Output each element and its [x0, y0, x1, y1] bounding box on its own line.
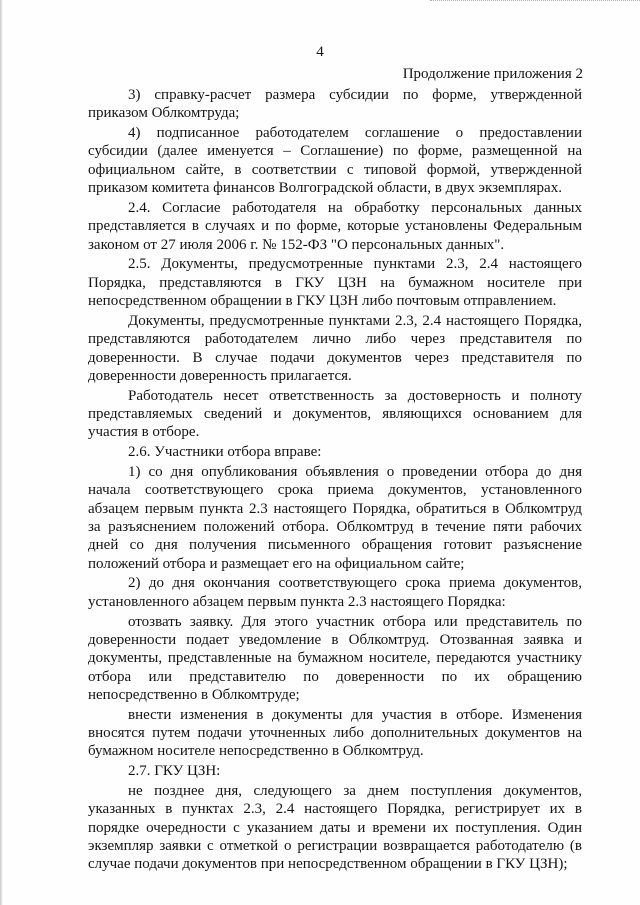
paragraph-withdraw-application: отозвать заявку. Для этого участник отбора или представитель по доверенности подает уведомление в Облкомтруд. Отозванная заявка и документы, представленные на бумажном носителе, передаются участнику отбора или представителю по доверенности по их обращению непосредственно в Облкомтруде;: [88, 613, 582, 703]
paragraph-2-6-item-1: 1) со дня опубликования объявления о проведении отбора до дня начала соответствующего срока приема документов, установленного абзацем первым пункта 2.3 настоящего Порядка, обратиться в Облкомтруд за разъяснением положений отбора. Облкомтруд в течение пяти рабочих дней со дня получения письменного обращения готовит разъяснение положений отбора и размещает его на официальном сайте;: [88, 464, 582, 572]
document-body: [88, 86, 582, 875]
paragraph-2-7-registration: не позднее дня, следующего за днем поступления документов, указанных в пунктах 2.3, 2.4 настоящего Порядка, регистрирует их в порядке очередности с указанием даты и времени их поступления. Один экземпляр заявки с отметкой о регистрации возвращается работодателю (в случае подачи документов при непосредственном обращении в ГКУ ЦЗН);: [88, 783, 582, 873]
scan-edge: [0, 0, 3, 905]
paragraph-2-5-documents: Документы, предусмотренные пунктами 2.3, 2.4 настоящего Порядка, представляются работодателем лично либо через представителя по доверенности. В случае подачи документов через представителя по доверенности доверенность прилагается.: [88, 312, 582, 384]
paragraph-2-6-item-2: 2) до дня окончания соответствующего срока приема документов, установленного абзацем первым пункта 2.3 настоящего Порядка:: [88, 575, 582, 610]
paragraph-2-6: 2.6. Участники отбора вправе:: [128, 444, 322, 461]
paragraph-2-4: 2.4. Согласие работодателя на обработку персональных данных представляется в случаях и по форме, которые установлены Федеральным законом от 27 июля 2006 г. № 152-ФЗ "О персональных данных".: [88, 199, 582, 253]
paragraph-2-5: 2.5. Документы, предусмотренные пунктами 2.3, 2.4 настоящего Порядка, представляются в ГКУ ЦЗН на бумажном носителе при непосредственном обращении в ГКУ ЦЗН либо почтовым отправлением.: [88, 256, 582, 310]
paragraph-2-5-responsibility: Работодатель несет ответственность за достоверность и полноту представляемых сведений и документов, являющихся основанием для участия в отборе.: [88, 387, 582, 441]
paragraph-2-7: 2.7. ГКУ ЦЗН:: [128, 763, 221, 780]
paragraph-item-3: 3) справку-расчет размера субсидии по форме, утвержденной приказом Облкомтруда;: [88, 87, 582, 122]
paragraph-item-4: 4) подписанное работодателем соглашение о предоставлении субсидии (далее именуется – Соглашение) по форме, размещенной на официальном сайте, в соответствии с типовой формой, утвержденной приказом комитета финансов Волгоградской области, в двух экземплярах.: [88, 125, 582, 197]
appendix-continuation-label: Продолжение приложения 2: [402, 66, 583, 82]
paragraph-amend-documents: внести изменения в документы для участия в отборе. Изменения вносятся путем подачи уточненных либо дополнительных документов на бумажном носителе непосредственно в Облкомтруд.: [88, 706, 582, 760]
page-number: 4: [316, 44, 324, 60]
scan-top-edge: [430, 0, 640, 2]
